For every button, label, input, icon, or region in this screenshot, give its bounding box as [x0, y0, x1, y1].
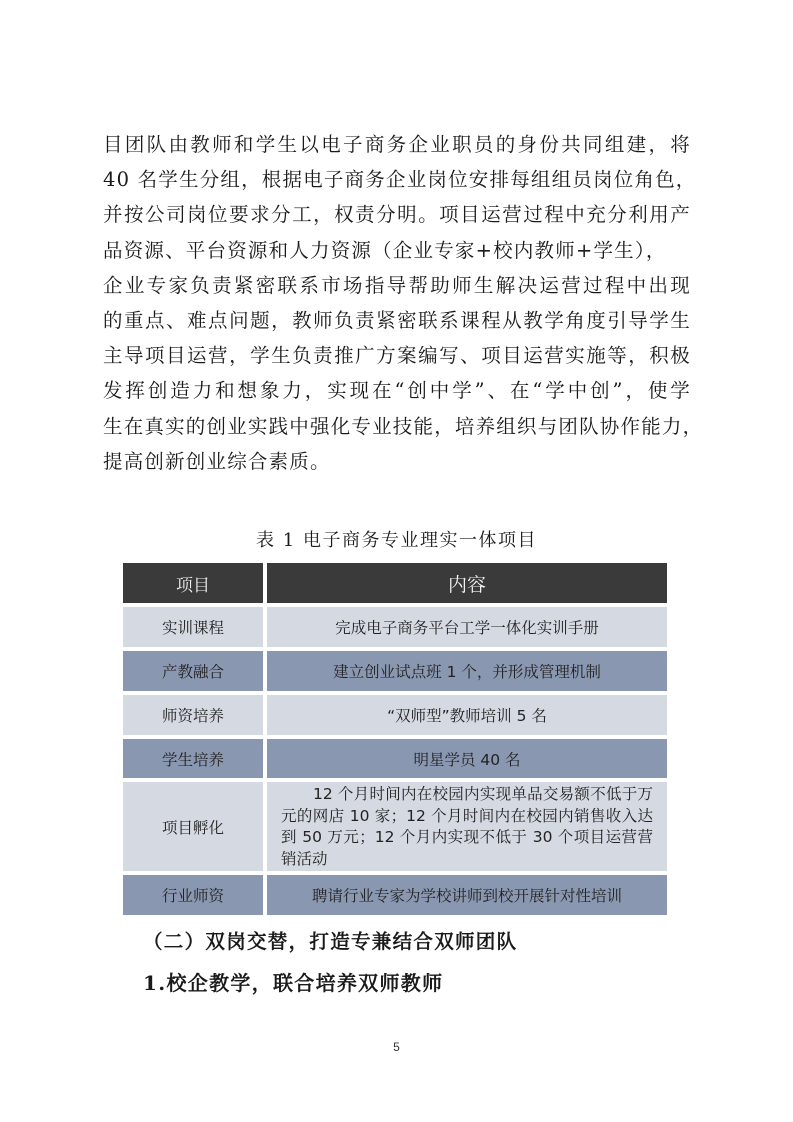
paragraph-line: 发挥创造力和想象力，实现在“创中学”、在“学中创”，使学: [103, 379, 691, 403]
project-table: [123, 563, 667, 919]
paragraph-line: 的重点、难点问题，教师负责紧密联系课程从教学角度引导学生: [103, 308, 691, 332]
table-row: [123, 651, 667, 691]
row-content: [267, 782, 667, 871]
paragraph-line: 并按公司岗位要求分工，权责分明。项目运营过程中充分利用产: [103, 203, 691, 227]
table-header-row: [123, 563, 667, 603]
row-item: 项目孵化: [123, 782, 263, 871]
row-item: 实训课程: [123, 607, 263, 647]
body-paragraph: [103, 127, 704, 479]
table-row: [123, 739, 667, 778]
paragraph-line: 目团队由教师和学生以电子商务企业职员的身份共同组建，将: [103, 133, 691, 156]
paragraph-line: 生在真实的创业实践中强化专业技能，培养组织与团队协作能力，: [103, 414, 704, 438]
header-content: 内容: [267, 563, 667, 603]
table-row: [123, 875, 667, 915]
table-row: [123, 695, 667, 735]
row-content: 明星学员 40 名: [267, 739, 667, 778]
table-row: [123, 782, 667, 871]
section-heading: （二）双岗交替，打造专兼结合双师团队: [143, 930, 518, 953]
paragraph-line: 主导项目运营，学生负责推广方案编写、项目运营实施等，积极: [103, 344, 691, 368]
paragraph-line: 企业专家负责紧密联系市场指导帮助师生解决运营过程中出现: [103, 273, 691, 297]
paragraph-line: 40 名学生分组，根据电子商务企业岗位安排每组组员岗位角色，: [103, 168, 697, 192]
row-content-text: 12 个月时间内在校园内实现单品交易额不低于万元的网店 10 家；12 个月时间内在校园内销售收入达到 50 万元；12 个月内实现不低于 30 个项目运营营销活动: [281, 785, 653, 868]
row-content: 聘请行业专家为学校讲师到校开展针对性培训: [267, 875, 667, 915]
row-content: 完成电子商务平台工学一体化实训手册: [267, 607, 667, 647]
table-row: [123, 607, 667, 647]
row-content: 建立创业试点班 1 个，并形成管理机制: [267, 651, 667, 691]
row-content: “双师型”教师培训 5 名: [267, 695, 667, 735]
header-item: 项目: [123, 563, 263, 603]
paragraph-line: 品资源、平台资源和人力资源（企业专家+校内教师+学生），: [103, 238, 667, 262]
row-item: 学生培养: [123, 739, 263, 778]
page-number: 5: [393, 1040, 400, 1054]
row-item: 行业师资: [123, 875, 263, 915]
row-item: 师资培养: [123, 695, 263, 735]
row-item: 产教融合: [123, 651, 263, 691]
subsection-heading: 1.校企教学，联合培养双师教师: [143, 971, 444, 995]
table-caption: 表 1 电子商务专业理实一体项目: [256, 530, 537, 551]
paragraph-line: 提高创新创业综合素质。: [103, 449, 331, 473]
